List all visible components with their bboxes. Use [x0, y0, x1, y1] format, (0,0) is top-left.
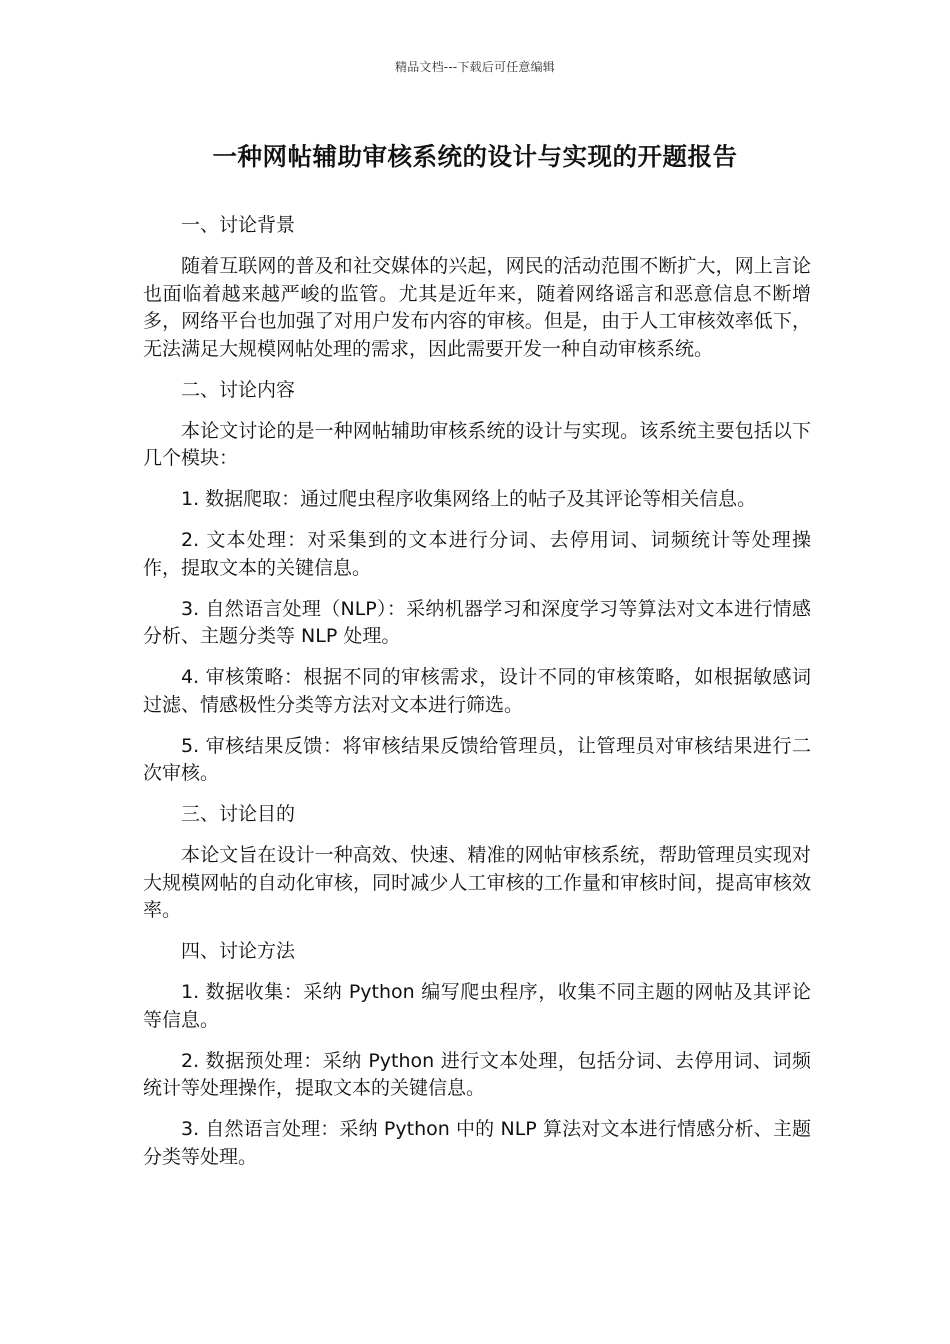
- list-item-nlp: 3. 自然语言处理（NLP）：采纳机器学习和深度学习等算法对文本进行情感分析、主题分类等 NLP 处理。: [143, 597, 811, 647]
- list-item-data-crawling: 1. 数据爬取：通过爬虫程序收集网络上的帖子及其评论等相关信息。: [181, 488, 757, 510]
- list-item-text-processing: 2. 文本处理：对采集到的文本进行分词、去停用词、词频统计等处理操作，提取文本的关键信息。: [143, 529, 811, 579]
- section-heading-background: 一、讨论背景: [181, 214, 296, 236]
- paragraph-background: 随着互联网的普及和社交媒体的兴起，网民的活动范围不断扩大，网上言论也面临着越来越严峻的监管。尤其是近年来，随着网络谣言和恶意信息不断增多，网络平台也加强了对用户发布内容的审核。但是，由于人工审核效率低下，无法满足大规模网帖处理的需求，因此需要开发一种自动审核系统。: [143, 255, 811, 360]
- document-title: 一种网帖辅助审核系统的设计与实现的开题报告: [212, 142, 738, 171]
- section-heading-method: 四、讨论方法: [181, 940, 296, 962]
- page-header: 精品文档---下载后可任意编辑: [395, 60, 555, 74]
- section-heading-purpose: 三、讨论目的: [181, 803, 296, 825]
- list-item-nlp-method: 3. 自然语言处理：采纳 Python 中的 NLP 算法对文本进行情感分析、主题分类等处理。: [143, 1118, 811, 1168]
- list-item-data-preprocessing: 2. 数据预处理：采纳 Python 进行文本处理，包括分词、去停用词、词频统计等处理操作，提取文本的关键信息。: [143, 1049, 811, 1099]
- list-item-review-strategy: 4. 审核策略：根据不同的审核需求，设计不同的审核策略，如根据敏感词过滤、情感极性分类等方法对文本进行筛选。: [143, 666, 811, 716]
- document-body: [143, 212, 811, 1185]
- paragraph-content-intro: 本论文讨论的是一种网帖辅助审核系统的设计与实现。该系统主要包括以下几个模块：: [143, 419, 811, 469]
- section-heading-content: 二、讨论内容: [181, 378, 296, 401]
- paragraph-purpose: 本论文旨在设计一种高效、快速、精准的网帖审核系统，帮助管理员实现对大规模网帖的自动化审核，同时减少人工审核的工作量和审核时间，提高审核效率。: [143, 844, 811, 921]
- list-item-review-feedback: 5. 审核结果反馈：将审核结果反馈给管理员，让管理员对审核结果进行二次审核。: [143, 734, 811, 784]
- list-item-data-collection: 1. 数据收集：采纳 Python 编写爬虫程序，收集不同主题的网帖及其评论等信息。: [143, 981, 811, 1031]
